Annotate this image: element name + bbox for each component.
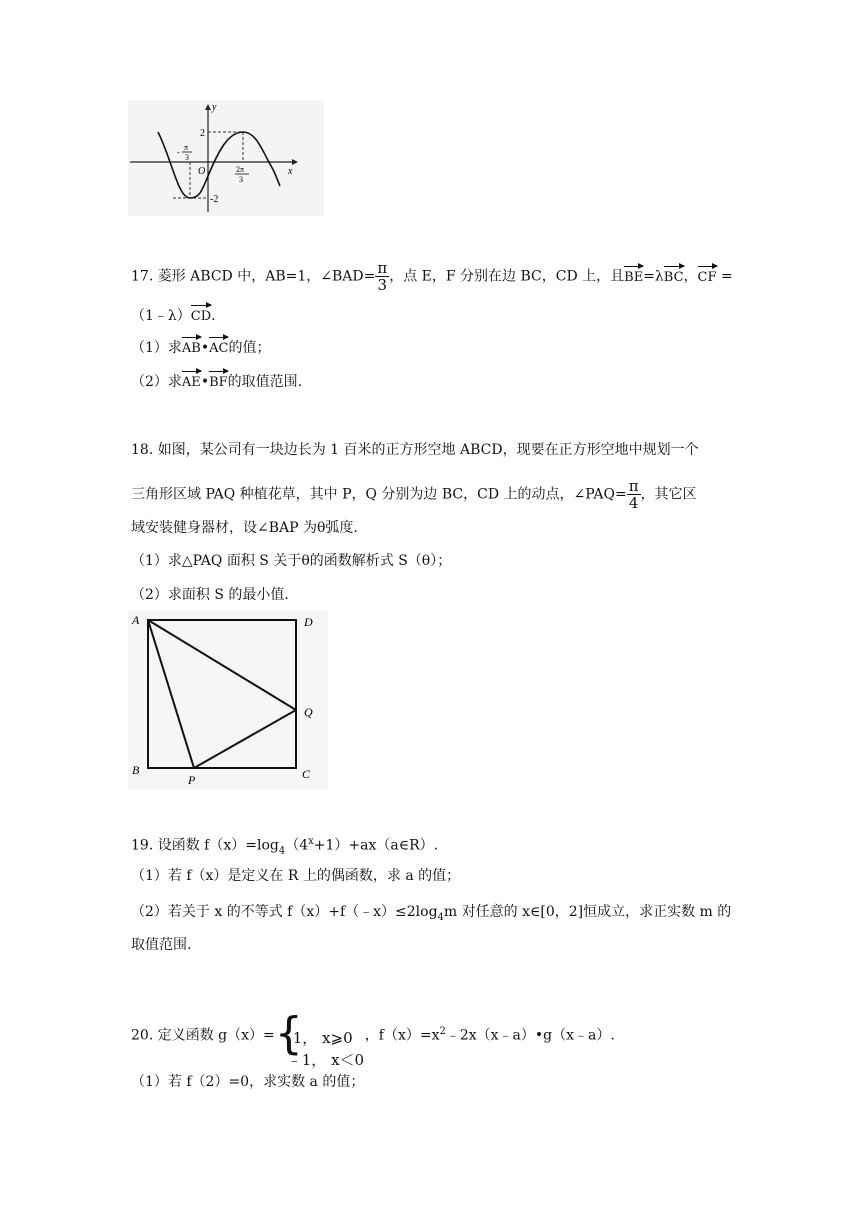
label-D: D	[304, 615, 313, 629]
x-right-label-den: 3	[239, 175, 243, 184]
q17-line1: 17. 菱形 ABCD 中，AB=1，∠BAD= $\frac{\pi}{3}$ ，点 E，F 分别在边 BC，CD 上，且BE=λBC，CF =	[131, 259, 733, 294]
q18-frac: $\frac{\pi}{4}$	[628, 477, 639, 512]
vector-AC: AC	[209, 336, 228, 359]
vector-BE: BE	[624, 265, 643, 288]
q18-part2: （2）求面积 S 的最小值.	[131, 587, 289, 603]
q19-part1: （1）若 f（x）是定义在 R 上的偶函数，求 a 的值；	[131, 868, 461, 884]
y-max-label: 2	[200, 128, 205, 139]
q18-part1: （1）求△PAQ 面积 S 关于θ的函数解析式 S（θ）；	[131, 553, 452, 569]
y-axis-label: y	[212, 102, 217, 113]
vector-AB: AB	[182, 336, 201, 359]
q20-part1: （1）若 f（2）=0，求实数 a 的值；	[131, 1074, 365, 1090]
label-A: A	[132, 613, 140, 627]
vector-AE: AE	[182, 370, 201, 393]
q18-line2: 三角形区域 PAQ 种植花草，其中 P，Q 分别为边 BC，CD 上的动点，∠PAQ= $\frac{\pi}{4}$ ，其它区	[131, 477, 697, 512]
q18-line1: 18. 如图，某公司有一块边长为 1 百米的正方形空地 ABCD，现要在正方形空地中规划一个	[131, 442, 699, 458]
vector-BF: BF	[209, 370, 228, 393]
origin-label: O	[198, 166, 206, 177]
y-min-label: -2	[210, 194, 219, 205]
square-figure	[128, 610, 328, 790]
x-right-label-num: 2π	[236, 165, 245, 174]
q18-line3: 域安装健身器材，设∠BAP 为θ弧度.	[131, 520, 358, 536]
svg-text:-: -	[177, 148, 180, 157]
label-B: B	[132, 763, 140, 777]
q17-frac: $\frac{\pi}{3}$	[377, 259, 388, 294]
label-Q: Q	[304, 705, 313, 719]
q19-part2-cont: 取值范围.	[131, 937, 192, 953]
q17-line2: （1﹣λ）CD.	[131, 304, 216, 327]
label-P: P	[188, 773, 196, 787]
vector-CF: CF	[698, 265, 717, 288]
q17-part2: （2）求AE•BF的取值范围.	[131, 370, 302, 393]
q19-line1: 19. 设函数 $f(x)=\log_4(4^x+1)+ax(a\in R)$.	[131, 836, 439, 857]
label-C: C	[302, 767, 311, 781]
q17-part1: （1）求AB•AC的值；	[131, 336, 270, 359]
piecewise-definition: { 1， x⩾0 ﹣1， x＜0	[274, 1007, 365, 1069]
x-left-label-den: 3	[185, 153, 189, 162]
q19-part2: （2）若关于 x 的不等式 $f(x)+f(﹣x)\le 2\log_4m$ 对任意的 x∈[0，2]恒成立，求正实数 m 的	[131, 904, 732, 923]
q20-line1: 20. 定义函数 g（x）= { 1， x⩾0 ﹣1， x＜0 ，$f(x)=x^2﹣2x(x﹣a)•g(x﹣a)$.	[131, 1007, 615, 1069]
vector-CD: CD	[191, 304, 211, 327]
vector-BC: BC	[664, 265, 684, 288]
x-axis-label: x	[288, 166, 293, 177]
x-left-label-num: π	[184, 143, 189, 152]
sine-graph-figure	[128, 100, 324, 216]
